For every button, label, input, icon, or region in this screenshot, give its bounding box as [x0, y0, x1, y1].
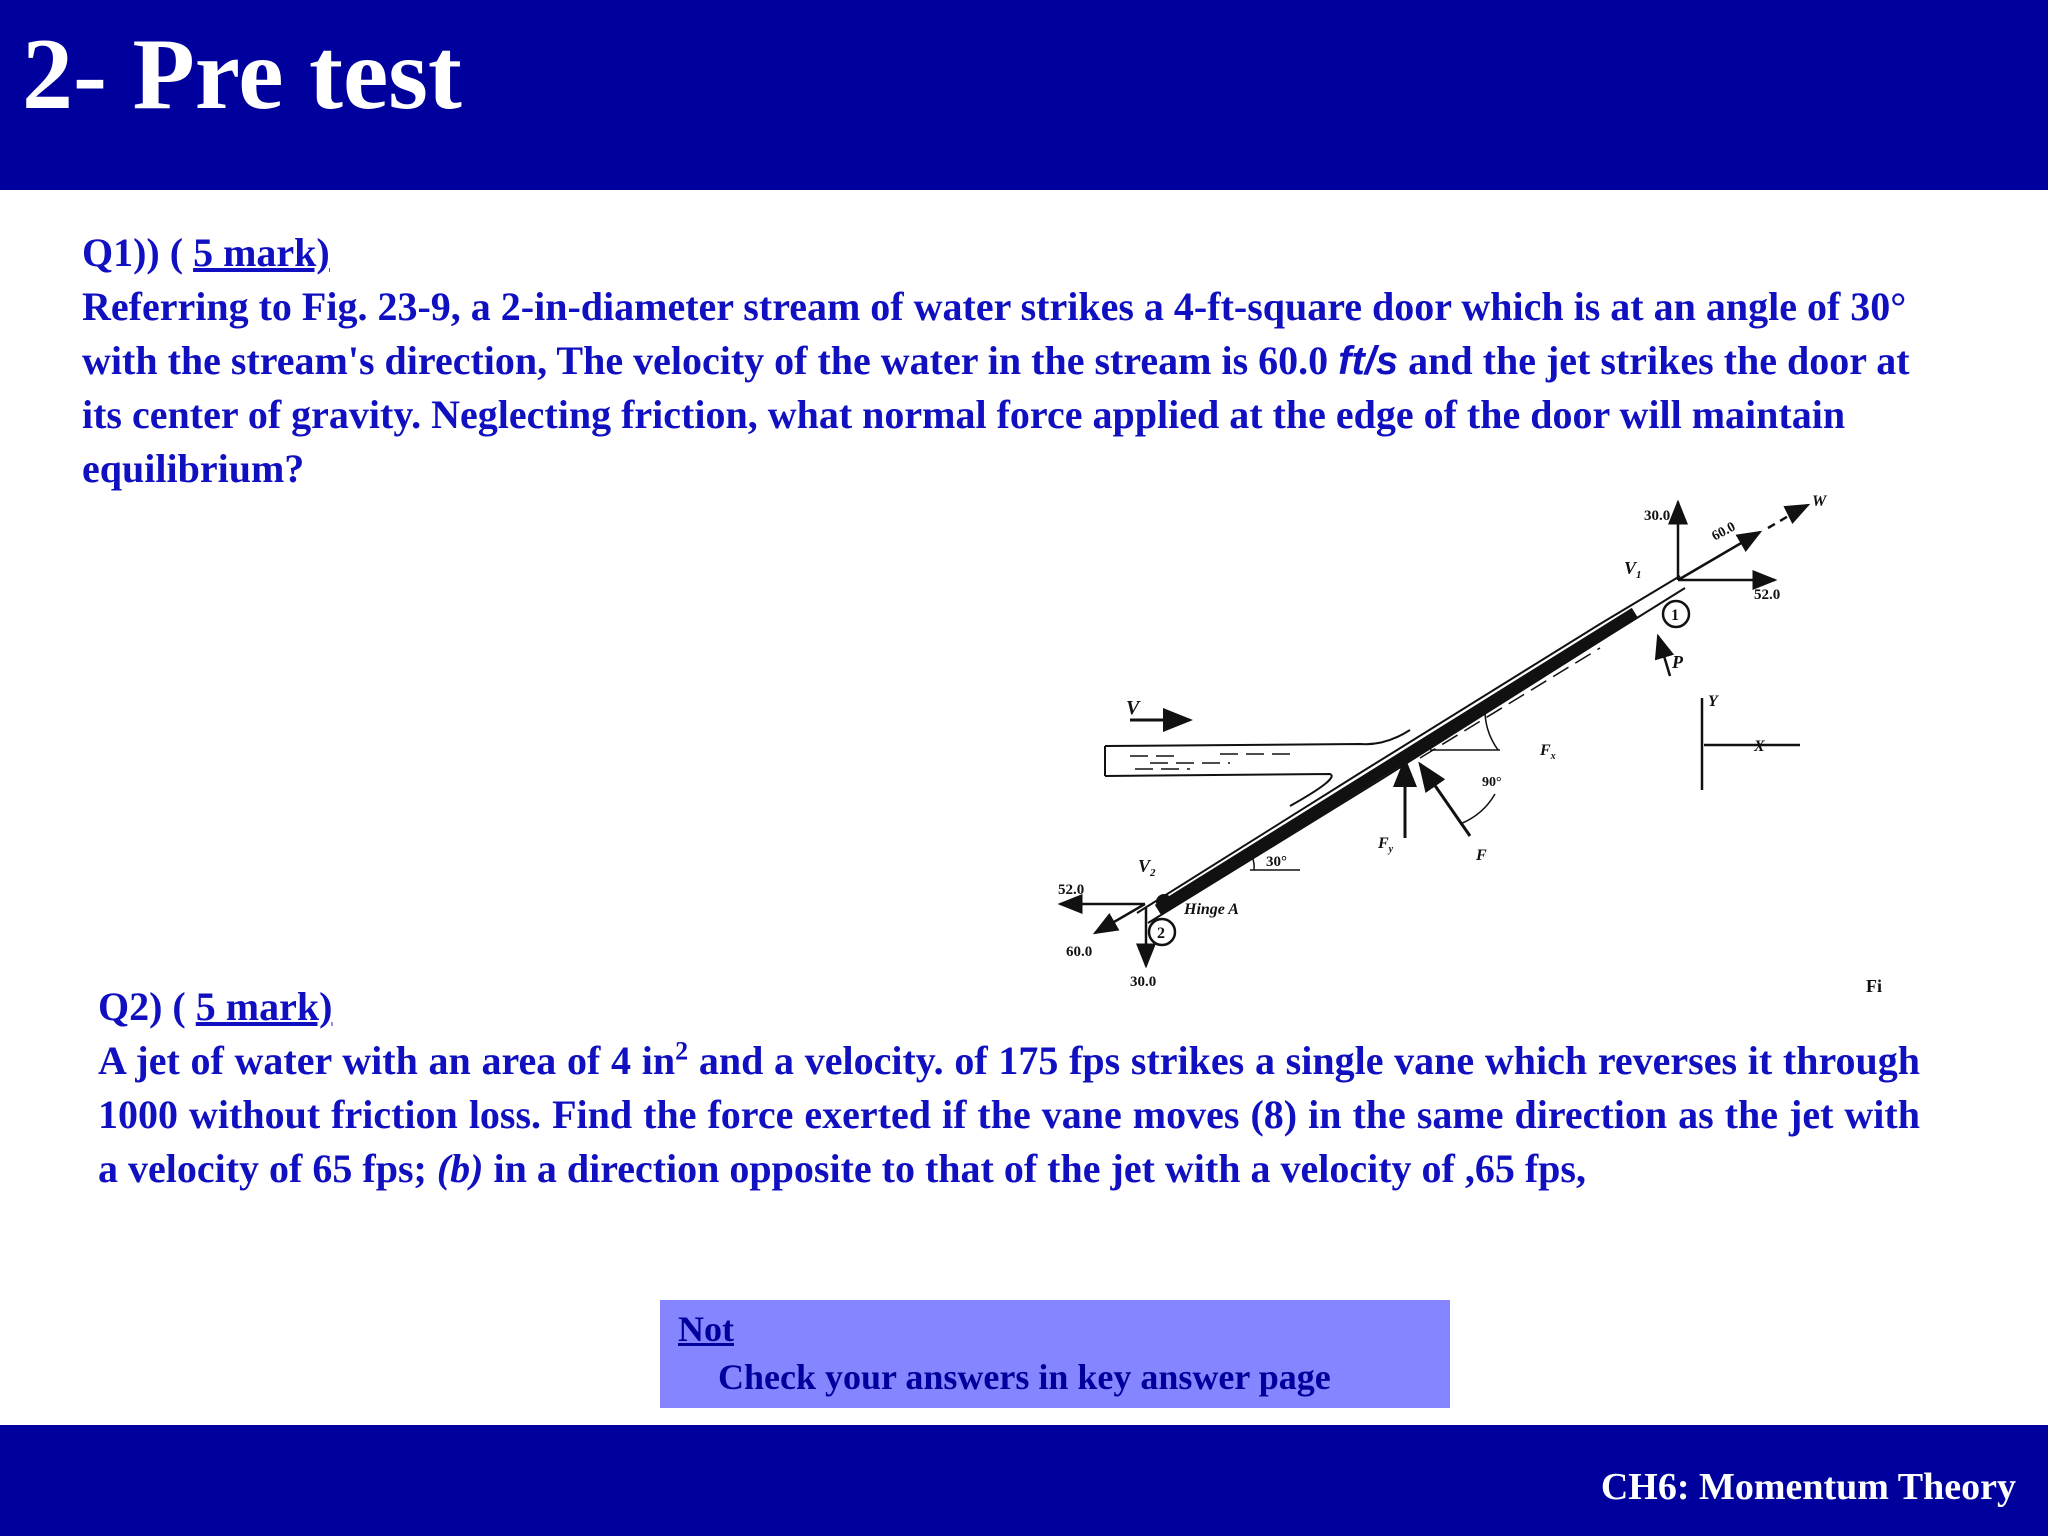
note-title: Not: [678, 1309, 734, 1349]
question-2-mark: 5 mark): [195, 984, 333, 1029]
question-2-part-b: (b): [436, 1146, 484, 1191]
question-2-text-end: in a direction opposite to that of the jet with a velocity of ,65 fps,: [483, 1146, 1586, 1191]
hinge-label: Hinge A: [1184, 901, 1239, 918]
f-label: F: [1476, 847, 1487, 864]
question-2-text: A jet of water with an area of 4 in: [98, 1038, 676, 1083]
v-right-label: 52.0: [1754, 587, 1781, 603]
fig-23-9-diagram: [1040, 488, 1960, 1008]
v-label: V: [1126, 697, 1140, 719]
question-1-label: Q1)) (: [82, 230, 194, 275]
door-jet-diagram: [1040, 488, 1960, 1008]
v1-label: $V_1$: [1624, 558, 1642, 581]
hinge-pin: [1156, 894, 1172, 910]
incoming-jet: [1105, 730, 1410, 806]
title-banner: [0, 0, 2048, 190]
v-bot-diag-label: 60.0: [1066, 944, 1093, 960]
door-plate: [1158, 613, 1635, 910]
question-2: [98, 980, 1920, 1196]
question-2-superscript: 2: [675, 1036, 689, 1066]
p-label: P: [1672, 652, 1683, 672]
v2-label: $V_2$: [1138, 856, 1156, 879]
chapter-label: CH6: Momentum Theory: [1600, 1466, 2016, 1508]
v-bot-vert-label: 30.0: [1130, 974, 1157, 990]
y-axis-label: Y: [1708, 693, 1718, 710]
question-2-heading: [98, 980, 1920, 1034]
x-axis-label: X: [1754, 738, 1765, 755]
question-1-text-end: and the jet strikes the door at its center of gravity. Neglecting friction, what normal force applied at the edge of the door will maintain equilibrium?: [82, 338, 1910, 491]
fx-label: $F_x$: [1540, 742, 1556, 762]
v-top-diag-label: 60.0: [1709, 519, 1739, 545]
figure-caption: Fi: [1866, 976, 1882, 996]
question-1-text: Referring to Fig. 23-9, a 2-in-diameter stream of water strikes a 4-ft-square door which is at an angle of 30° with the stream's direction, The velocity of the water in the stream is 60.0: [82, 284, 1907, 383]
note-text: Check your answers in key answer page: [718, 1357, 1331, 1397]
fy-label: $F_y$: [1378, 835, 1394, 855]
question-1-unit: ft/s: [1338, 339, 1399, 383]
question-1-mark: 5 mark): [193, 230, 330, 275]
question-2-label: Q2) (: [98, 984, 196, 1029]
v-left-label: 52.0: [1058, 882, 1085, 898]
slide-title: 2- Pre test: [22, 18, 462, 131]
note-box: [660, 1300, 1450, 1408]
v-top-vert-label: 30.0: [1644, 508, 1671, 524]
point-2-label: 2: [1157, 925, 1165, 942]
w-label: W: [1812, 493, 1827, 510]
question-2-text-mid: and a velocity. of 175 fps strikes a single vane which reverses it through 1000 without friction loss. Find the force exerted if the vane moves (8) in the same direction as the jet with a velocity of 65 fps;: [98, 1038, 1920, 1191]
question-1: [82, 226, 1922, 496]
angle-90-label: 90°: [1482, 775, 1502, 790]
angle-30-label: 30°: [1266, 854, 1287, 870]
question-1-heading: [82, 226, 1922, 280]
point-1-label: 1: [1671, 607, 1679, 624]
footer-banner: [0, 1425, 2048, 1536]
